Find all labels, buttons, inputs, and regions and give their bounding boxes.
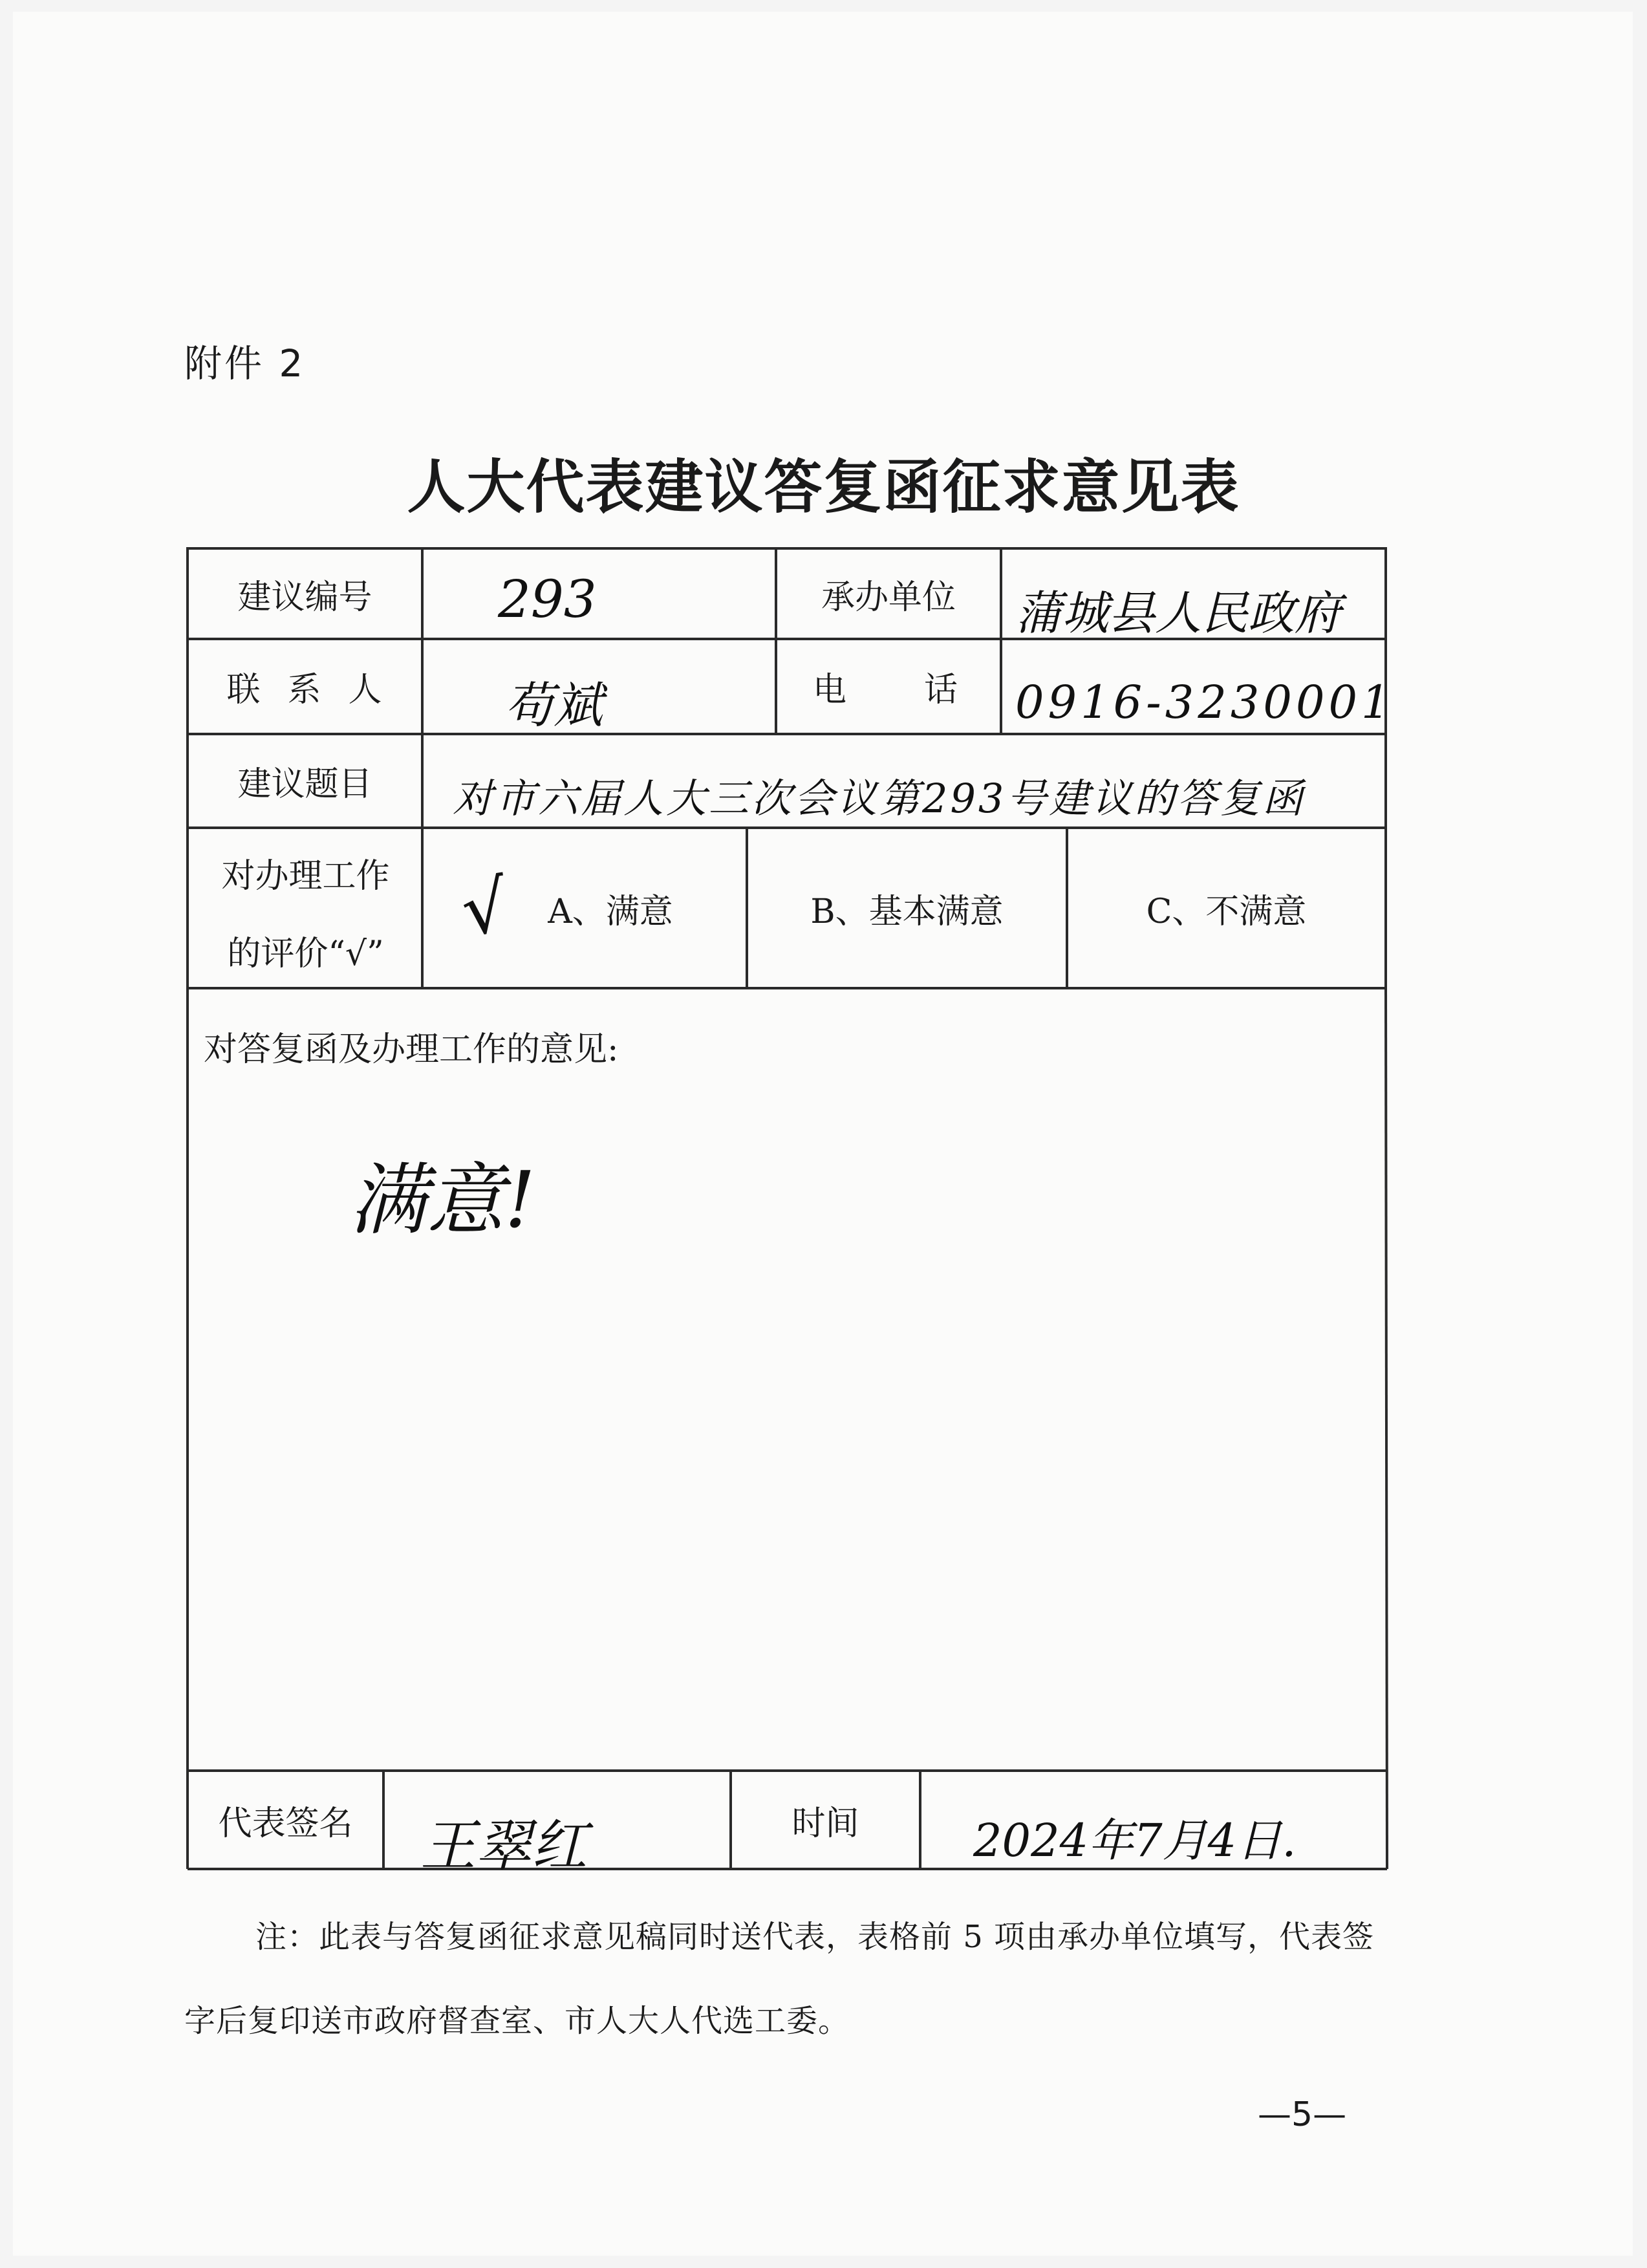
contact-value: 苟斌 [504, 676, 603, 734]
evaluation-label-line1: 对办理工作 [221, 857, 390, 896]
handling-unit-label: 承办单位 [821, 578, 956, 617]
option-a-satisfied[interactable]: A、满意 [548, 892, 673, 931]
opinion-value: 满意! [349, 1156, 536, 1246]
evaluation-label-line2: 的评价“√” [227, 934, 384, 973]
check-mark: √ [457, 863, 513, 953]
contact-label: 联系人 [226, 671, 409, 709]
time-value: 2024年7月4日. [973, 1814, 1297, 1867]
time-label: 时间 [791, 1804, 859, 1843]
topic-value: 对市六届人大三次会议第293号建议的答复函 [453, 775, 1306, 822]
proposal-number-label: 建议编号 [237, 578, 372, 617]
page-title: 人大代表建议答复函征求意见表 [407, 453, 1240, 521]
footnote: 注：此表与答复函征求意见稿同时送代表，表格前 5 项由承办单位填写，代表签字后复印送市政府督查室、市人大人代选工委。 [184, 1919, 1375, 2039]
signature-value: 王翠红 [420, 1814, 587, 1879]
signature-label: 代表签名 [218, 1804, 353, 1843]
option-c-not-satisfied[interactable]: C、不满意 [1146, 892, 1307, 931]
phone-label: 电话 [813, 671, 1036, 709]
handling-unit-value: 蒲城县人民政府 [1015, 586, 1342, 640]
option-b-basically-satisfied[interactable]: B、基本满意 [810, 892, 1004, 931]
evaluation-label [194, 837, 417, 993]
opinion-label: 对答复函及办理工作的意见: [204, 1030, 619, 1069]
phone-value: 0916-3230001 [1015, 676, 1394, 729]
page-number: —5— [1258, 2095, 1347, 2134]
attachment-label: 附件 2 [184, 341, 306, 385]
topic-label: 建议题目 [237, 765, 372, 804]
proposal-number-value: 293 [498, 569, 597, 629]
